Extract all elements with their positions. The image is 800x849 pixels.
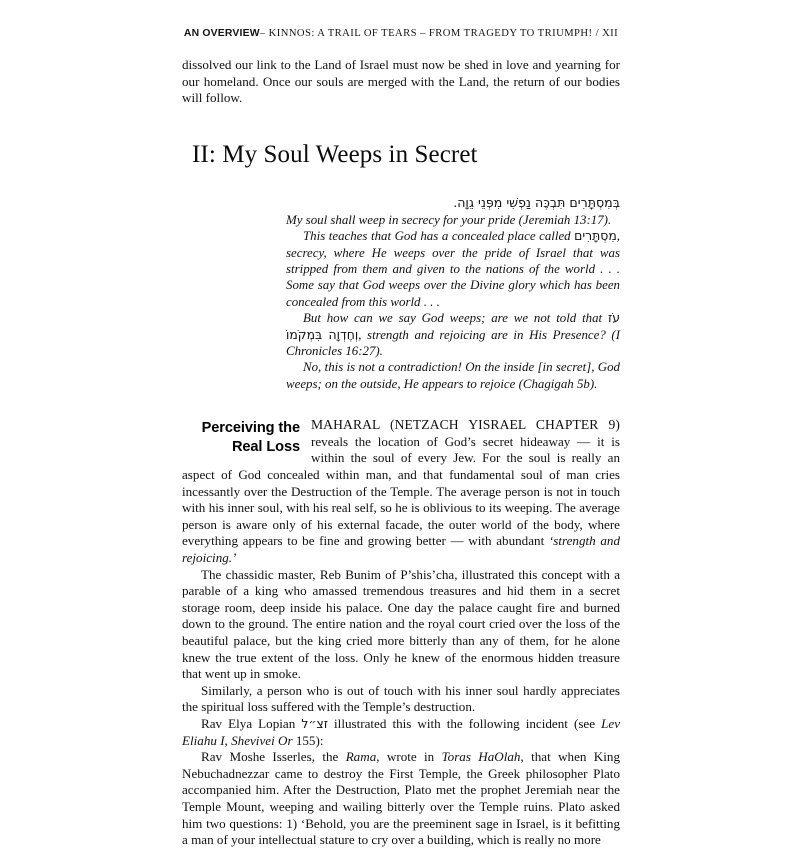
lopian-text-a: Rav Elya Lopian [201,715,302,731]
paragraph-chassidic-parable: The chassidic master, Reb Bunim of P’shis’cha, illustrated this concept with a parable of a king who amassed tremendous treasures and hid them in a secret storage room, deep inside his palace. One day the palace caught fire and burned down to the ground. The entire nation and the royal court cried over the loss of the beautiful palace, but the king cried more bitterly than any of them, for he alone knew the true extent of the loss. Only he knew of the enormous hidden treasure that went up in smoke. [182,566,620,682]
lopian-book-title: Lev Eliahu I, Shevivei Or [182,715,621,748]
quote-paragraph-question [286,310,620,359]
lopian-text-b: illustrated this with the following incident (see [328,715,602,731]
quote-text-b: , secrecy, where He weeps over the pride of Israel that was stripped from them and given to the nations of the world . . . Some say that God weeps over the Divine glory which has been concealed from this world . . . [286,229,620,309]
sidehead-line-1: Perceiving the [201,420,300,437]
running-head-subtitle: – KINNOS: A TRAIL OF TEARS – FROM TRAGEDY TO TRIUMPH! / XII [259,28,619,39]
sidehead-line-2: Real Loss [231,438,300,455]
quotation-block [286,195,620,392]
opening-paragraph: dissolved our link to the Land of Israel must now be shed in love and yearning for our homeland. Once our souls are merged with the Land, the return of our bodies will follow. [182,57,620,106]
sidehead-perceiving-the-real-loss [182,419,300,456]
quote-question-b: , strength and rejoicing are in His Presence? (I Chronicles 16:27). [286,327,621,359]
maharal-source-citation: MAHARAL (NETZACH YISRAEL CHAPTER 9) [311,417,620,433]
hebrew-verse: בְּמִסְתָּרִים תִּבְכֶּה נַפְשִׁי מִפְּנֵי גֵוָה. [453,194,620,210]
quote-question-a: But how can we say God weeps; are we not told that [303,311,608,326]
quote-paragraph-teaches [286,228,620,310]
isserles-text-b: , wrote in [376,749,442,765]
quote-paragraph-answer: No, this is not a contradiction! On the inside [in secret], God weeps; on the outside, He appears to rejoice (Chagigah 5b). [286,360,620,391]
paragraph-isserles [182,749,620,849]
maharal-italic-quote: ‘strength and rejoicing.’ [182,533,620,565]
paragraph-maharal [182,417,620,566]
quote-text-a: This teaches that God has a concealed place called [303,229,575,244]
hebrew-honorific-zatzal: זצ״ל [301,715,328,731]
lopian-text-c: 155): [292,732,324,748]
quote-translation-line: My soul shall weep in secrecy for your pride (Jeremiah 13:17). [286,212,612,227]
paragraph-lopian [182,716,620,749]
paragraph-similarly: Similarly, a person who is out of touch with his inner soul hardly appreciates the spiritual loss suffered with the Temple’s destruction. [182,682,620,715]
hebrew-phrase-oz-vechedvah: עֹז וְחֶדְוָה בִּמְקֹמוֹ [286,310,620,342]
isserles-text-c: , that when King Nebuchadnezzar came to destroy the First Temple, the Greek philosopher Plato accompanied him. After the Destruction, Plato met the prophet Jeremiah near the Temple Mount, weeping and wailing bitterly over the Temple ruins. Plato asked him two questions: 1) ‘Behold, you are the preeminent sage in Israel, is it befitting a man of your intellectual stature to cry over a building, which is really no more [182,749,620,848]
maharal-body-text: reveals the location of God’s secret hideaway — it is within the soul of every Jew. For the soul is really an aspect of God concealed within man, and that fundamental soul of man cries incessantly over the Destruction of the Temple. The average person is not in touch with his inner soul, with his real self, so he is oblivious to its weeping. The average person is aware only of his external facade, the outer world of the body, where everything appears to be fine and growing better — with abundant [182,433,620,549]
section-title: II: My Soul Weeps in Secret [192,140,478,168]
running-head-book-title: AN OVERVIEW [183,28,260,39]
isserles-rama-italic: Rama [345,749,377,765]
hebrew-word-mistarim: מִסְתָּרִים [574,228,617,244]
isserles-book-title: Toras HaOlah [441,749,521,765]
isserles-text-a: Rav Moshe Isserles, the [201,749,346,765]
running-head [182,28,620,39]
main-prose [182,417,620,848]
